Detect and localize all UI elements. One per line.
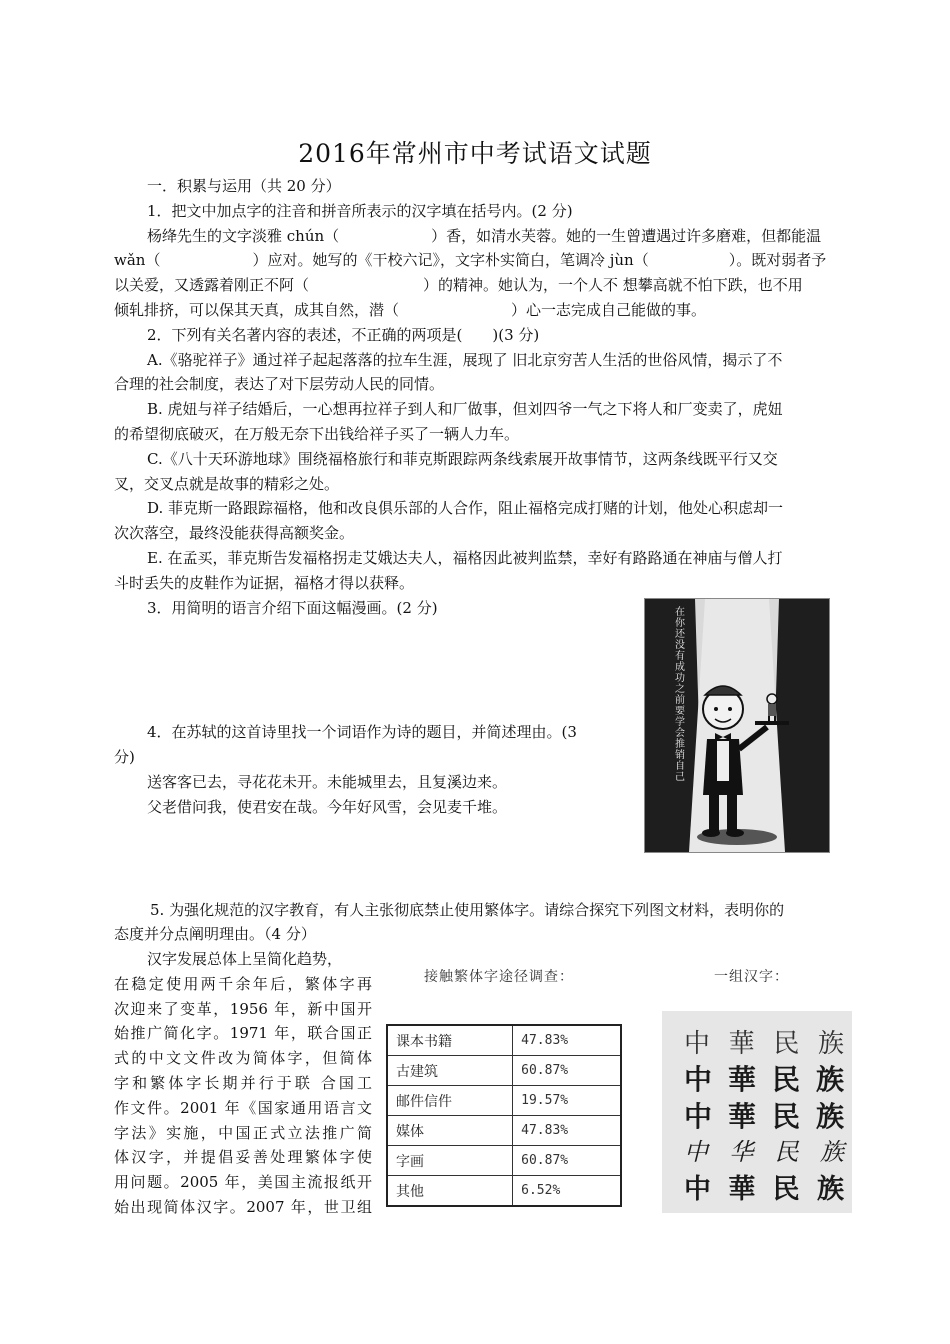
cartoon-caption: 在你还没有成功之前 要学会推销自己: [675, 607, 685, 783]
char: 華: [727, 1100, 756, 1133]
q1-passage-line-1: [147, 224, 821, 248]
char: 民: [773, 1029, 800, 1059]
survey-label: 课本书籍: [387, 1025, 513, 1056]
q2-stem: 2．下列有关名著内容的表述，不正确的两项是( )(3 分): [147, 326, 540, 344]
table-row: [387, 1056, 621, 1086]
char: 族: [816, 1174, 844, 1205]
q4-poem-line-2: 父老借问我，使君安在哉。今年好风雪，会见麦千堆。: [147, 798, 508, 816]
char-row-cursive: [684, 1132, 844, 1167]
char: 中: [684, 1100, 713, 1133]
char: 華: [728, 1174, 756, 1205]
q1-text: ）。既对弱者予: [728, 251, 827, 269]
survey-value: 47.83%: [513, 1025, 621, 1056]
q5-text-line: 作文件。2001 年《国家通用语言文: [114, 1099, 372, 1117]
q4-stem: 4．在苏轼的这首诗里找一个词语作为诗的题目，并简述理由。(3: [147, 723, 577, 741]
char-row-seal: [684, 1023, 844, 1060]
q1-passage-line-4: [114, 298, 706, 322]
section-heading: 一．积累与运用（共 20 分）: [147, 177, 341, 195]
q2-option-e: E. 在孟买，菲克斯告发福格拐走艾娥达夫人，福格因此被判监禁，幸好有路路通在神庙与僧人打: [147, 549, 783, 567]
survey-title: 接触繁体字途径调查：: [424, 969, 574, 985]
char: 民: [771, 1100, 800, 1133]
q5-text-line: 始推广简化字。1971 年，联合国正: [114, 1024, 372, 1042]
q4-stem-cont: 分): [114, 748, 135, 766]
survey-value: 60.87%: [513, 1056, 621, 1086]
q2-option-a-cont: 合理的社会制度，表达了对下层劳动人民的同情。: [114, 375, 445, 393]
q4-poem-line-1: 送客客已去，寻花花未开。未能城里去，且复溪边来。: [147, 773, 508, 791]
q2-option-a: A.《骆驼祥子》通过祥子起起落落的拉车生涯，展现了 旧北京穷苦人生活的世俗风情，揭示了不: [147, 351, 783, 369]
q5-text-line: 体汉字，并提倡妥善处理繁体字使: [114, 1148, 372, 1166]
char: 民: [774, 1138, 799, 1166]
char: 族: [815, 1063, 844, 1096]
survey-label: 媒体: [387, 1116, 513, 1146]
survey-table: [386, 1024, 622, 1207]
q5-text-line: 用问题。2005 年，美国主流报纸开: [114, 1173, 372, 1191]
char: 中: [684, 1063, 713, 1096]
char: 華: [727, 1063, 756, 1096]
q2-option-c-cont: 叉，交叉点就是故事的精彩之处。: [114, 475, 340, 493]
q2-option-e-cont: 斗时丢失的皮鞋作为证据，福格才得以获释。: [114, 574, 415, 592]
q5-text-line: 式的中文文件改为简体字，但简体: [114, 1049, 372, 1067]
page-title: 2016年常州市中考试语文试题: [298, 139, 652, 168]
q1-text: ）的精神。她认为，一个人不 想攀高就不怕下跌，也不用: [423, 276, 803, 294]
char-row-regular: [684, 1095, 844, 1135]
q2-option-c: C.《八十天环游地球》围绕福格旅行和菲克斯跟踪两条线索展开故事情节，这两条线既平行又交: [147, 450, 778, 468]
survey-value: 47.83%: [513, 1116, 621, 1146]
q5-text-line: 字法》实施，中国正式立法推广简: [114, 1124, 372, 1142]
survey-value: 60.87%: [513, 1146, 621, 1176]
q2-option-b: B. 虎妞与祥子结婚后，一心想再拉祥子到人和厂做事，但刘四爷一气之下将人和厂变卖了，虎妞: [147, 400, 783, 418]
q5-stem: 5. 为强化规范的汉字教育，有人主张彻底禁止使用繁体字。请综合探究下列图文材料，表明你的: [150, 901, 785, 919]
char: 族: [815, 1100, 844, 1133]
char-row-clerical: [684, 1167, 844, 1206]
char: 华: [729, 1138, 754, 1166]
char: 中: [684, 1174, 711, 1205]
char: 中: [684, 1029, 711, 1059]
q3-stem: 3．用简明的语言介绍下面这幅漫画。(2 分): [147, 599, 438, 617]
q2-option-d-cont: 次次落空，最终没能获得高额奖金。: [114, 524, 355, 542]
char: 民: [772, 1174, 800, 1205]
table-row: [387, 1116, 621, 1146]
q1-passage-line-3: [114, 273, 803, 297]
q2-option-b-cont: 的希望彻底破灭，在万般无奈下出钱给祥子买了一辆人力车。: [114, 425, 520, 443]
survey-label: 古建筑: [387, 1056, 513, 1086]
char-group-title: 一组汉字：: [714, 969, 789, 985]
table-row: [387, 1146, 621, 1176]
q1-passage-line-2: [114, 248, 826, 272]
char-group-image: [662, 1011, 852, 1213]
char: 民: [771, 1063, 800, 1096]
q5-text-line: 汉字发展总体上呈简化趋势，: [147, 950, 343, 968]
cartoon-image: [644, 598, 830, 853]
char: 華: [728, 1029, 755, 1059]
survey-label: 其他: [387, 1176, 513, 1207]
q2-option-d: D. 菲克斯一路跟踪福格，他和改良俱乐部的人合作，阻止福格完成打赌的计划，他处心积虑却一: [147, 499, 784, 517]
survey-label: 邮件信件: [387, 1086, 513, 1116]
char: 族: [817, 1029, 844, 1059]
q1-text: 杨绛先生的文字淡雅 chún（: [147, 227, 340, 245]
survey-value: 19.57%: [513, 1086, 621, 1116]
q5-text-line: 始出现简体汉字。2007 年，世卫组: [114, 1198, 372, 1216]
table-row: [387, 1176, 621, 1207]
q5-text-line: 字和繁体字长期并行于联 合国工: [114, 1074, 372, 1092]
table-row: [387, 1086, 621, 1116]
q5-stem-cont: 态度并分点阐明理由。（4 分）: [114, 925, 316, 943]
cartoon-drawing: [645, 599, 829, 852]
survey-label: 字画: [387, 1146, 513, 1176]
char: 中: [684, 1138, 708, 1166]
char-row-bold: [684, 1058, 844, 1098]
q1-text: 倾轧排挤，可以保其天真，成其自然，潜（: [114, 301, 400, 319]
q1-text: 以关爱，又透露着刚正不阿（: [114, 276, 310, 294]
char: 族: [819, 1138, 844, 1166]
q1-stem: 1．把文中加点字的注音和拼音所表示的汉字填在括号内。(2 分): [147, 202, 573, 220]
q5-text-line: 在稳定使用两千余年后，繁体字再: [114, 975, 372, 993]
q1-text: wǎn（: [114, 251, 161, 269]
q1-text: ）香，如清水芙蓉。她的一生曾遭遇过许多磨难，但都能温: [431, 227, 822, 245]
survey-value: 6.52%: [513, 1176, 621, 1207]
q5-text-line: 次迎来了变革，1956 年，新中国开: [114, 1000, 372, 1018]
q1-text: ）心一志完成自己能做的事。: [511, 301, 707, 319]
table-row: [387, 1025, 621, 1056]
q1-text: ）应对。她写的《干校六记》，文字朴实简白，笔调冷 jùn（: [252, 251, 649, 269]
